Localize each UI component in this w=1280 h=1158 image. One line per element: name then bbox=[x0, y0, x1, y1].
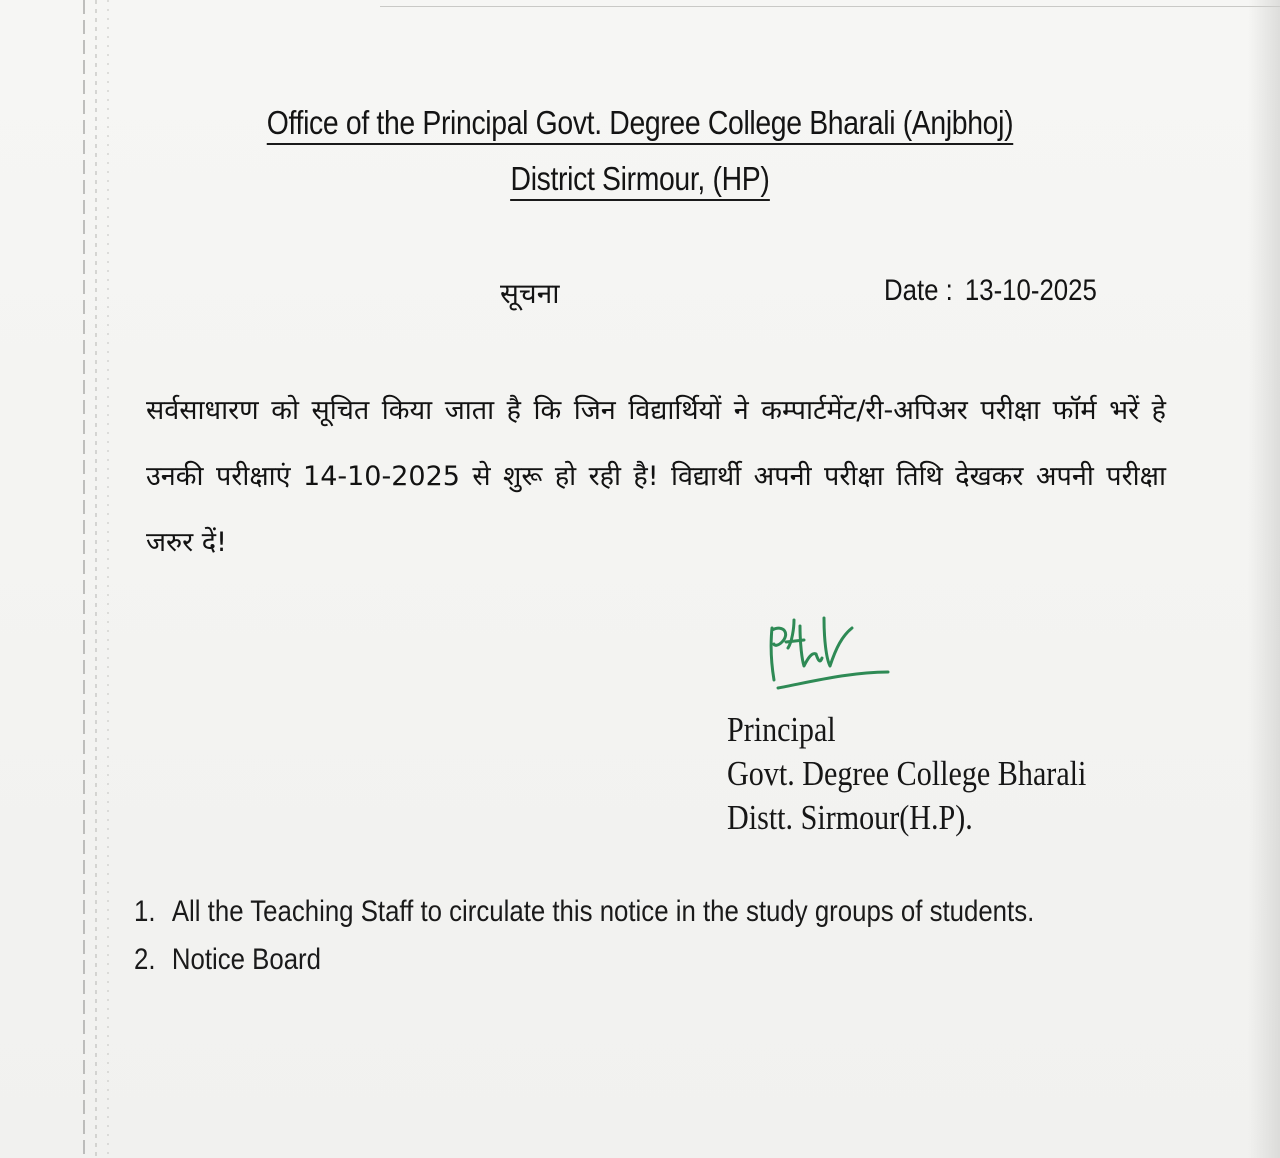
office-heading-text: Office of the Principal Govt. Degree College Bharali (Anjbhoj) bbox=[267, 104, 1013, 145]
district-heading bbox=[90, 160, 1191, 198]
copy-to-list bbox=[134, 888, 1034, 984]
signatory-college: Govt. Degree College Bharali bbox=[727, 754, 1087, 793]
signatory-block bbox=[727, 708, 1086, 840]
date-row bbox=[884, 274, 1097, 308]
notice-title: सूचना bbox=[500, 277, 560, 310]
copy-to-number: 2. bbox=[134, 943, 156, 976]
signatory-title: Principal bbox=[727, 710, 836, 749]
copy-to-text: All the Teaching Staff to circulate this notice in the study groups of students. bbox=[171, 895, 1035, 928]
copy-to-item bbox=[134, 888, 1034, 936]
paper-top-edge bbox=[380, 0, 1280, 7]
principal-signature bbox=[760, 608, 900, 698]
notice-body: सर्वसाधारण को सूचित किया जाता है कि जिन विद्यार्थियों ने कम्पार्टमेंट/री-अपिअर परीक्षा फॉर्म भरें हे उनकी परीक्षाएं 14-10-2025 से शुरू हो रही है! विद्यार्थी अपनी परीक्षा तिथि देखकर अपनी परीक्षा जरुर दें! bbox=[146, 395, 1166, 558]
signatory-district: Distt. Sirmour(H.P). bbox=[727, 798, 973, 837]
paper-right-edge bbox=[1248, 0, 1280, 1158]
date-value: 13-10-2025 bbox=[964, 274, 1097, 307]
date-label: Date : bbox=[884, 274, 953, 307]
office-heading bbox=[90, 104, 1191, 142]
district-heading-text: District Sirmour, (HP) bbox=[511, 160, 770, 201]
copy-to-item bbox=[134, 936, 1034, 984]
copy-to-text: Notice Board bbox=[171, 943, 321, 976]
copy-to-number: 1. bbox=[134, 895, 156, 928]
